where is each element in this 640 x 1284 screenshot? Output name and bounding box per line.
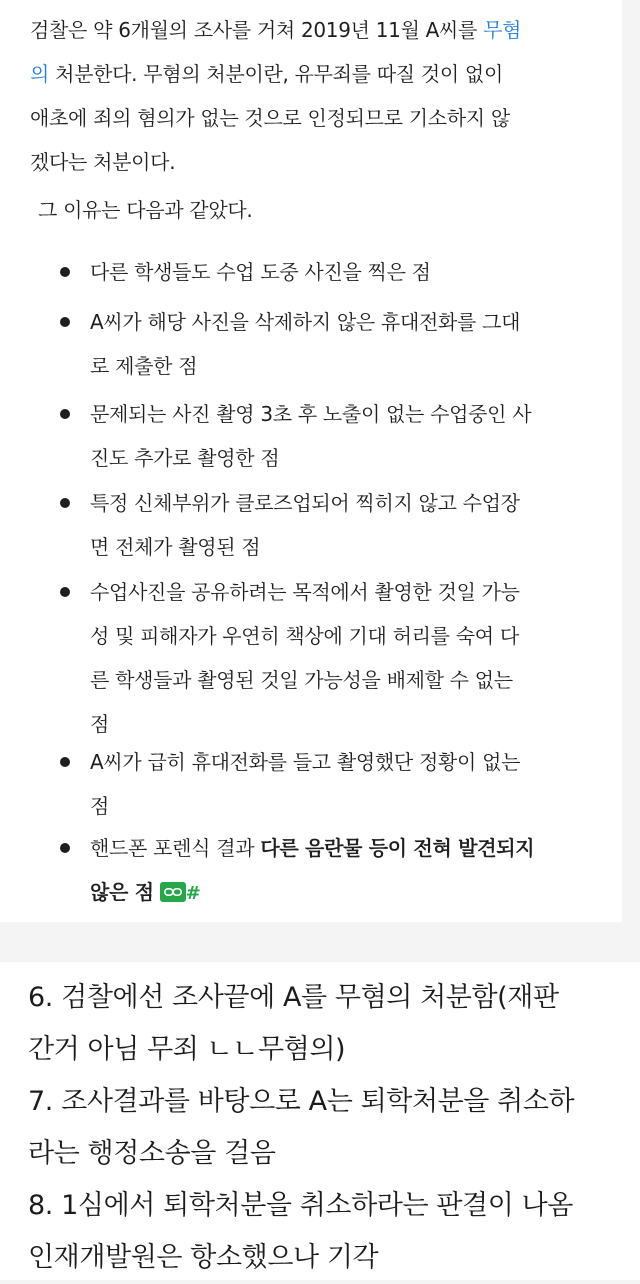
list-item-text-bold: 다른 음란물 등이 전혀 발견되지 bbox=[260, 836, 535, 860]
list-item-text-plain: 핸드폰 포렌식 결과 bbox=[90, 836, 261, 860]
intro-line bbox=[30, 8, 610, 52]
summary-section bbox=[0, 962, 640, 1280]
no-charge-link-cont[interactable]: 의 bbox=[30, 62, 50, 86]
intro-text: 처분한다. 무혐의 처분이란, 유무죄를 따질 것이 없이 bbox=[49, 62, 503, 86]
no-charge-link[interactable]: 무혐 bbox=[483, 18, 522, 42]
hash-anchor[interactable]: # bbox=[185, 883, 201, 904]
list-item-line: A씨가 급히 휴대전화를 들고 촬영했단 정황이 없는 bbox=[90, 750, 521, 774]
intro-line: 애초에 죄의 혐의가 없는 것으로 인정되므로 기소하지 않 bbox=[30, 106, 510, 130]
list-item-line: 수업사진을 공유하려는 목적에서 촬영한 것일 가능 bbox=[90, 580, 520, 604]
summary-line: 7. 조사결과를 바탕으로 A는 퇴학처분을 취소하 bbox=[28, 1086, 575, 1117]
bullet-dot bbox=[60, 498, 70, 508]
link-icon[interactable] bbox=[160, 882, 186, 902]
summary-line: 인재개발원은 항소했으나 기각 bbox=[28, 1242, 379, 1273]
intro-line bbox=[30, 52, 610, 96]
list-item-line: 른 학생들과 촬영된 것일 가능성을 배제할 수 없는 bbox=[90, 668, 513, 692]
list-item-text bbox=[90, 570, 620, 746]
reason-intro: 그 이유는 다음과 같았다. bbox=[38, 198, 253, 222]
list-item-line: 특정 신체부위가 클로즈업되어 찍히지 않고 수업장 bbox=[90, 491, 520, 515]
intro-line: 겠다는 처분이다. bbox=[30, 150, 176, 174]
bullet-dot bbox=[60, 757, 70, 767]
list-item-text bbox=[90, 481, 620, 569]
summary-line: 라는 행정소송을 걸음 bbox=[28, 1138, 276, 1169]
bullet-dot bbox=[60, 317, 70, 327]
list-item-text bbox=[90, 740, 620, 828]
intro-text: 검찰은 약 6개월의 조사를 거쳐 2019년 11월 A씨를 bbox=[30, 18, 484, 42]
list-item-line: 성 및 피해자가 우연히 책상에 기대 허리를 숙여 다 bbox=[90, 624, 519, 648]
bullet-dot bbox=[60, 267, 70, 277]
summary-list bbox=[28, 972, 628, 1284]
list-item-line bbox=[90, 826, 620, 870]
list-item-line: A씨가 해당 사진을 삭제하지 않은 휴대전화를 그대 bbox=[90, 310, 521, 334]
bullet-dot bbox=[60, 843, 70, 853]
list-item-text bbox=[90, 250, 620, 294]
list-item-line: 점 bbox=[90, 712, 110, 736]
list-item-line bbox=[90, 870, 620, 916]
bullet-dot bbox=[60, 587, 70, 597]
list-item-line: 점 bbox=[90, 794, 110, 818]
summary-line: 6. 검찰에선 조사끝에 A를 무혐의 처분함(재판 bbox=[28, 982, 559, 1013]
list-item-text bbox=[90, 392, 620, 480]
list-item-line: 진도 추가로 촬영한 점 bbox=[90, 446, 280, 470]
list-item-text bbox=[90, 826, 620, 916]
bullet-dot bbox=[60, 409, 70, 419]
list-item-text bbox=[90, 300, 620, 388]
list-item-text-bold: 않은 점 bbox=[90, 880, 154, 904]
intro-paragraph bbox=[30, 8, 610, 184]
list-item-line: 문제되는 사진 촬영 3초 후 노출이 없는 수업중인 사 bbox=[90, 402, 532, 426]
summary-line: 간거 아님 무죄 ㄴㄴ무혐의) bbox=[28, 1034, 346, 1065]
summary-line: 8. 1심에서 퇴학처분을 취소하라는 판결이 나옴 bbox=[28, 1190, 573, 1221]
list-item-line: 다른 학생들도 수업 도중 사진을 찍은 점 bbox=[90, 260, 431, 284]
list-item-line: 면 전체가 촬영된 점 bbox=[90, 535, 261, 559]
list-item-line: 로 제출한 점 bbox=[90, 354, 198, 378]
